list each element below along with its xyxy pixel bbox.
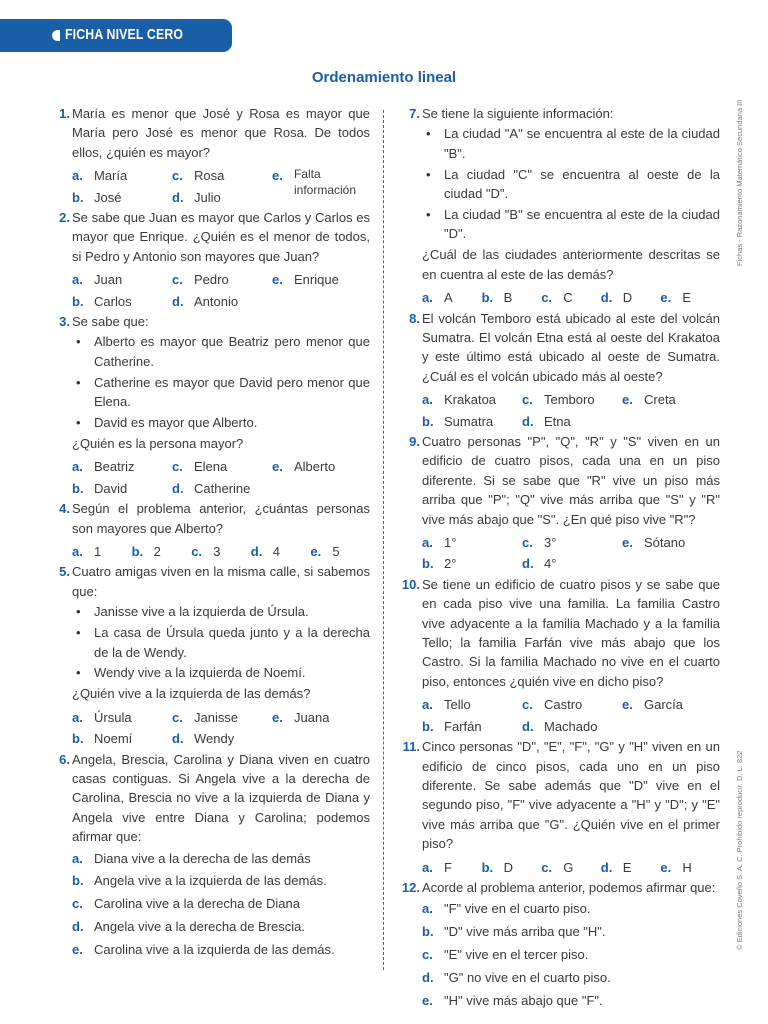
question-text: Acorde al problema anterior, podemos afirmar que: <box>422 879 716 895</box>
question-text: Cuatro personas "P", "Q", "R" y "S" viven en un edificio de cuatro pisos, cada una en un piso diferente. Si se sabe que "R" vive un piso más arriba que "P"; "Q" vive más arriba que "S" y "R" vive más abajo que "S". ¿En qué piso vive "R"? <box>422 434 720 527</box>
question-number: 5. <box>59 564 70 580</box>
answer-options <box>422 288 720 307</box>
option-e[interactable]: e. E <box>660 290 692 306</box>
question-prompt: ¿Cuál de las ciudades anteriormente descritas se en cuentra al este de las demás? <box>422 247 720 282</box>
option-b[interactable]: b. 2° <box>422 556 457 572</box>
option-b[interactable]: b. D <box>481 859 513 875</box>
option-c[interactable]: c. C <box>541 290 573 306</box>
option-b[interactable]: b. José <box>72 189 122 205</box>
premise-list <box>72 332 370 432</box>
answer-options <box>422 533 720 574</box>
premise-item: • La ciudad "C" se encuentra al oeste de la ciudad "D". <box>422 165 720 204</box>
question-text: Se sabe que: <box>72 314 149 330</box>
option-a[interactable]: a. "F" vive en el cuarto piso. <box>422 901 591 917</box>
option-e[interactable]: e. Creta <box>622 392 676 408</box>
option-b[interactable]: b. "D" vive más arriba que "H". <box>422 924 606 940</box>
option-e[interactable]: e. Alberto <box>272 459 336 475</box>
premise-item: • Catherine es mayor que David pero menor que Elena. <box>72 373 370 412</box>
option-a[interactable]: a. Juan <box>72 272 123 288</box>
option-c[interactable]: c. 3° <box>522 535 557 551</box>
answer-options <box>72 708 370 749</box>
question-1 <box>48 104 370 207</box>
right-column <box>398 104 720 1013</box>
option-b[interactable]: b. 2 <box>131 544 161 560</box>
question-text: Cuatro amigas viven en la misma calle, si sabemos que: <box>72 564 370 599</box>
answer-options <box>72 166 370 207</box>
option-c[interactable]: c. 3 <box>191 544 221 560</box>
option-c[interactable]: c. Temboro <box>522 392 595 408</box>
option-e[interactable]: e. Falta información <box>272 167 357 198</box>
side-caption-copyright: © Ediciones Coveño S. A. C. Prohibido reproducir. D. L. 822 <box>735 750 744 950</box>
question-11 <box>398 737 720 877</box>
option-c[interactable]: c. G <box>541 859 574 875</box>
premise-item: • Janisse vive a la izquierda de Úrsula. <box>72 602 370 621</box>
section-tab-label: FICHA NIVEL CERO <box>65 26 184 43</box>
question-number: 2. <box>59 210 70 226</box>
question-prompt: ¿Quién es la persona mayor? <box>72 436 244 451</box>
option-a[interactable]: a. Beatriz <box>72 459 135 475</box>
side-caption-top: Fichas - Razonamiento Matemático Secundaria III <box>735 99 744 266</box>
option-d[interactable]: d. E <box>600 859 632 875</box>
option-e[interactable]: e. 5 <box>310 544 340 560</box>
option-d[interactable]: d. Angela vive a la derecha de Brescia. <box>72 919 306 935</box>
answer-options <box>72 270 370 311</box>
page-title: Ordenamiento lineal <box>311 69 457 86</box>
option-a[interactable]: a. A <box>422 290 453 306</box>
option-d[interactable]: d. Catherine <box>172 480 251 496</box>
option-a[interactable]: a. F <box>422 859 452 875</box>
option-a[interactable]: a. Diana vive a la derecha de las demás <box>72 850 311 866</box>
left-column <box>48 104 370 963</box>
option-d[interactable]: d. D <box>600 290 633 306</box>
option-b[interactable]: b. Angela vive a la izquierda de las demás. <box>72 873 327 889</box>
option-c[interactable]: c. Pedro <box>172 272 229 288</box>
option-d[interactable]: d. 4° <box>522 556 557 572</box>
answer-options <box>72 542 370 561</box>
question-text: El volcán Temboro está ubicado al este del volcán Sumatra. El volcán Etna está al oeste del Krakatoa y este último está ubicado al oeste de Sumatra. ¿Cuál es el volcán ubicado más al oeste? <box>422 310 720 384</box>
option-b[interactable]: b. Farfán <box>422 718 482 734</box>
question-3 <box>48 312 370 498</box>
answer-options <box>422 695 720 736</box>
option-e[interactable]: e. García <box>622 697 684 713</box>
premise-item: • La ciudad "A" se encuentra al este de la ciudad "B". <box>422 124 720 163</box>
question-6 <box>48 750 370 960</box>
option-a[interactable]: a. Tello <box>422 697 471 713</box>
option-d[interactable]: d. Julio <box>172 189 221 205</box>
option-a[interactable]: a. María <box>72 168 128 184</box>
premise-list <box>422 124 720 243</box>
option-d[interactable]: d. "G" no vive en el cuarto piso. <box>422 969 611 985</box>
option-e[interactable]: e. Enrique <box>272 272 339 288</box>
question-10 <box>398 575 720 736</box>
answer-options <box>422 858 720 877</box>
half-circle-icon <box>52 30 60 41</box>
option-a[interactable]: a. 1° <box>422 535 457 551</box>
option-c[interactable]: c. Elena <box>172 459 228 475</box>
option-d[interactable]: d. 4 <box>250 544 281 560</box>
option-c[interactable]: c. Carolina vive a la derecha de Diana <box>72 896 300 912</box>
question-5 <box>48 562 370 748</box>
answer-options <box>422 390 720 431</box>
answer-options <box>422 899 720 1010</box>
question-number: 3. <box>59 314 70 330</box>
question-9 <box>398 432 720 574</box>
question-text: Según el problema anterior, ¿cuántas personas son mayores que Alberto? <box>72 501 370 536</box>
premise-item: • Wendy vive a la izquierda de Noemí. <box>72 663 370 682</box>
question-text: Cinco personas "D", "E", "F", "G" y "H" viven en un edificio de cinco pisos, cada uno en un piso diferente. Se sabe además que "D" vive en el segundo piso, "F" vive adyacente a "H" y "D"; y "E" vive más arriba que "G". ¿Quién vive en el primer piso? <box>422 739 720 852</box>
option-e[interactable]: e. "H" vive más abajo que "F". <box>422 992 603 1008</box>
option-b[interactable]: b. David <box>72 480 128 496</box>
option-b[interactable]: b. B <box>481 290 513 306</box>
question-4 <box>48 499 370 561</box>
option-b[interactable]: b. Noemí <box>72 731 133 747</box>
question-number: 8. <box>409 310 420 326</box>
option-a[interactable]: a. Úrsula <box>72 709 132 725</box>
option-d[interactable]: d. Etna <box>522 413 571 429</box>
option-d[interactable]: d. Wendy <box>172 731 235 747</box>
answer-options <box>72 849 370 960</box>
option-b[interactable]: b. Sumatra <box>422 413 494 429</box>
question-prompt: ¿Quién vive a la izquierda de las demás? <box>72 686 311 702</box>
question-text: Angela, Brescia, Carolina y Diana viven en cuatro casas contiguas. Si Angela vive a la derecha de Carolina, Brescia no vive a la izquierda de Diana y Angela vive entre Diana y Carolina; podemos afirmar que: <box>72 751 370 845</box>
premise-item: • La casa de Úrsula queda junto y a la derecha de la de Wendy. <box>72 623 370 662</box>
question-number: 6. <box>59 751 70 767</box>
question-number: 4. <box>59 501 70 517</box>
option-b[interactable]: b. Carlos <box>72 293 132 309</box>
question-number: 12. <box>401 879 420 895</box>
question-number: 11. <box>402 739 420 755</box>
question-12 <box>398 878 720 1010</box>
option-c[interactable]: c. "E" vive en el tercer piso. <box>422 946 589 962</box>
question-number: 7. <box>409 106 420 121</box>
column-divider <box>383 110 384 970</box>
question-number: 9. <box>409 434 420 449</box>
answer-options <box>72 457 370 498</box>
question-text: Se tiene un edificio de cuatro pisos y se sabe que en cada piso vive una familia. La familia Castro vive adyacente a la familia Machado y a la familia Tello; la familia Farfán vive más abajo que los Castro. Si la familia Machado no vive en el cuarto piso, entonces ¿quién vive en dicho piso? <box>422 576 720 689</box>
option-e[interactable]: e. H <box>660 859 692 875</box>
premise-item: • Alberto es mayor que Beatriz pero menor que Catherine. <box>72 332 370 371</box>
section-tab <box>0 19 232 52</box>
premise-item: • David es mayor que Alberto. <box>72 413 370 432</box>
option-e[interactable]: e. Sótano <box>622 535 686 551</box>
option-c[interactable]: c. Janisse <box>172 709 239 725</box>
question-number: 1. <box>59 106 70 121</box>
question-7 <box>398 104 720 308</box>
question-text: Se sabe que Juan es mayor que Carlos y Carlos es mayor que Enrique. ¿Quién es el menor de todos, si Pedro y Antonio son mayores que Juan? <box>72 210 370 264</box>
option-c[interactable]: c. Castro <box>522 697 583 713</box>
question-text: María es menor que José y Rosa es mayor que María pero José es menor que Rosa. De todos ellos, ¿quién es mayor? <box>72 106 370 160</box>
premise-item: • La ciudad "B" se encuentra al este de la ciudad "D". <box>422 205 720 244</box>
option-e[interactable]: e. Juana <box>272 709 330 725</box>
option-d[interactable]: d. Machado <box>522 718 598 734</box>
question-text: Se tiene la siguiente información: <box>422 106 614 121</box>
option-c[interactable]: c. Rosa <box>172 168 225 184</box>
option-a[interactable]: a. Krakatoa <box>422 392 497 408</box>
option-d[interactable]: d. Antonio <box>172 293 239 309</box>
option-a[interactable]: a. 1 <box>72 544 102 560</box>
question-8 <box>398 309 720 431</box>
option-e[interactable]: e. Carolina vive a la izquierda de las demás. <box>72 941 335 957</box>
question-2 <box>48 208 370 311</box>
premise-list <box>72 602 370 683</box>
question-number: 10. <box>401 576 420 592</box>
